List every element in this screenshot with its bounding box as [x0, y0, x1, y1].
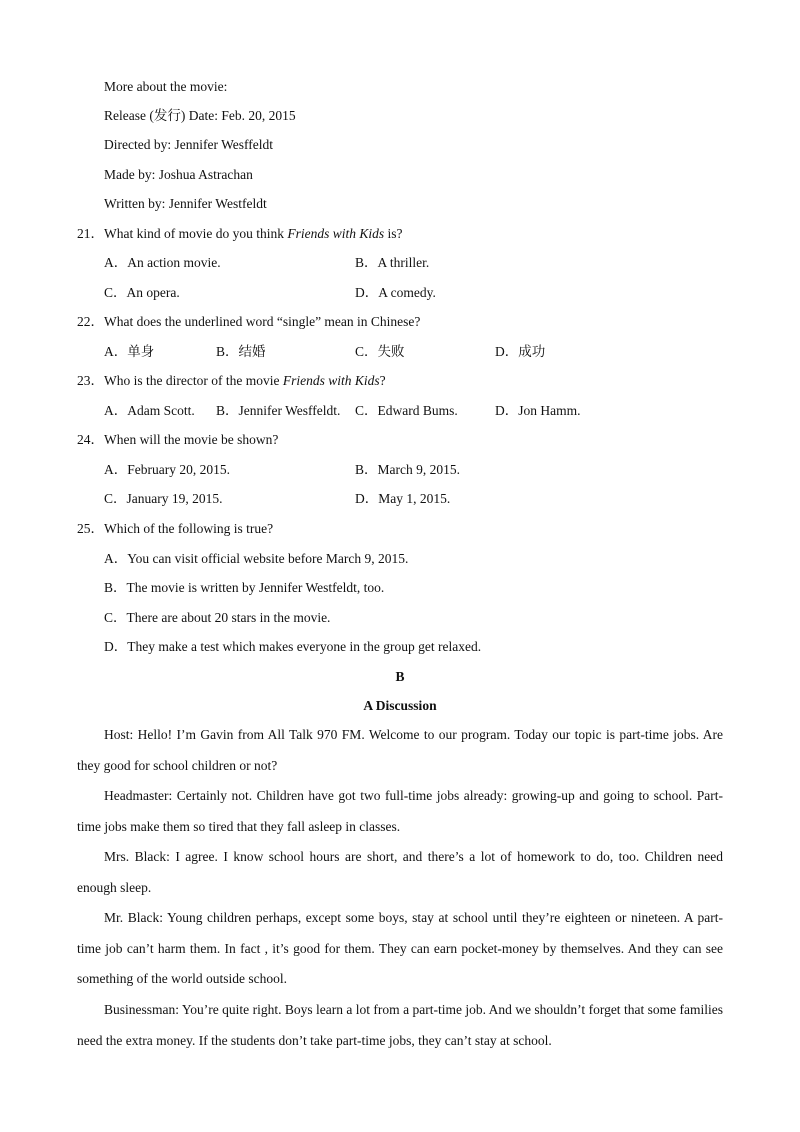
question-text: What kind of movie do you think: [104, 226, 288, 241]
option-22-b[interactable]: B．结婚: [216, 344, 266, 359]
movie-director: Directed by: Jennifer Wesffeldt: [104, 137, 273, 152]
paragraph-mr-black: Mr. Black: Young children perhaps, except some boys, stay at school until they’re eighteen or nineteen. A part-time job can’t harm them. In fact , it’s good for them. They can earn pocket-money by themselves. And they can see something of the world outside school.: [77, 910, 723, 986]
option-24-c[interactable]: C．January 19, 2015.: [104, 491, 223, 506]
question-21: [77, 225, 403, 243]
option-25-a[interactable]: A．You can visit official website before March 9, 2015.: [104, 551, 409, 566]
question-text: Who is the director of the movie: [104, 373, 283, 388]
paragraph-headmaster: Headmaster: Certainly not. Children have got two full-time jobs already: growing-up and going to school. Part-time jobs make them so tired that they fall asleep in classes.: [77, 788, 723, 834]
question-number: 21．: [77, 226, 104, 241]
option-24-d[interactable]: D．May 1, 2015.: [355, 491, 451, 506]
movie-info-heading: More about the movie:: [104, 79, 228, 94]
question-24: [77, 431, 278, 449]
question-number: 23．: [77, 373, 104, 388]
question-22: [77, 313, 420, 331]
movie-writer: Written by: Jennifer Westfeldt: [104, 196, 267, 211]
question-text: Which of the following is true?: [104, 521, 274, 536]
option-23-a[interactable]: A．Adam Scott.: [104, 403, 195, 418]
question-number: 22．: [77, 314, 104, 329]
option-23-d[interactable]: D．Jon Hamm.: [495, 403, 581, 418]
option-24-a[interactable]: A．February 20, 2015.: [104, 462, 230, 477]
option-25-b[interactable]: B．The movie is written by Jennifer Westfeldt, too.: [104, 580, 385, 595]
section-title: A Discussion: [363, 698, 437, 713]
option-21-c[interactable]: C．An opera.: [104, 285, 180, 300]
question-25: [77, 520, 273, 538]
option-21-a[interactable]: A．An action movie.: [104, 255, 221, 270]
question-text-end: is?: [384, 226, 403, 241]
paragraph-businessman: Businessman: You’re quite right. Boys learn a lot from a part-time job. And we shouldn’t forget that some families need the extra money. If the students don’t take part-time jobs, they can’t stay at school.: [77, 1002, 723, 1048]
question-text: What does the underlined word “single” mean in Chinese?: [104, 314, 421, 329]
section-letter: B: [395, 669, 405, 684]
question-text: When will the movie be shown?: [104, 432, 279, 447]
movie-maker: Made by: Joshua Astrachan: [104, 167, 253, 182]
question-number: 25．: [77, 521, 104, 536]
movie-title: Friends with Kids: [282, 373, 380, 388]
paragraph-mrs-black: Mrs. Black: I agree. I know school hours are short, and there’s a lot of homework to do, too. Children need enough sleep.: [77, 849, 723, 895]
option-21-b[interactable]: B．A thriller.: [355, 255, 430, 270]
movie-title: Friends with Kids: [287, 226, 385, 241]
option-22-c[interactable]: C．失败: [355, 344, 405, 359]
movie-release-date: Release (发行) Date: Feb. 20, 2015: [104, 108, 296, 123]
question-23: [77, 372, 386, 390]
paragraph-host: Host: Hello! I’m Gavin from All Talk 970 FM. Welcome to our program. Today our topic is part-time jobs. Are they good for school children or not?: [77, 727, 723, 773]
option-25-c[interactable]: C．There are about 20 stars in the movie.: [104, 610, 331, 625]
option-22-d[interactable]: D．成功: [495, 344, 546, 359]
question-number: 24．: [77, 432, 104, 447]
option-21-d[interactable]: D．A comedy.: [355, 285, 436, 300]
option-25-d[interactable]: D．They make a test which makes everyone in the group get relaxed.: [104, 639, 482, 654]
option-23-c[interactable]: C．Edward Bums.: [355, 403, 458, 418]
option-22-a[interactable]: A．单身: [104, 344, 155, 359]
option-24-b[interactable]: B．March 9, 2015.: [355, 462, 460, 477]
option-23-b[interactable]: B．Jennifer Wesffeldt.: [216, 403, 341, 418]
question-text-end: ?: [379, 373, 386, 388]
